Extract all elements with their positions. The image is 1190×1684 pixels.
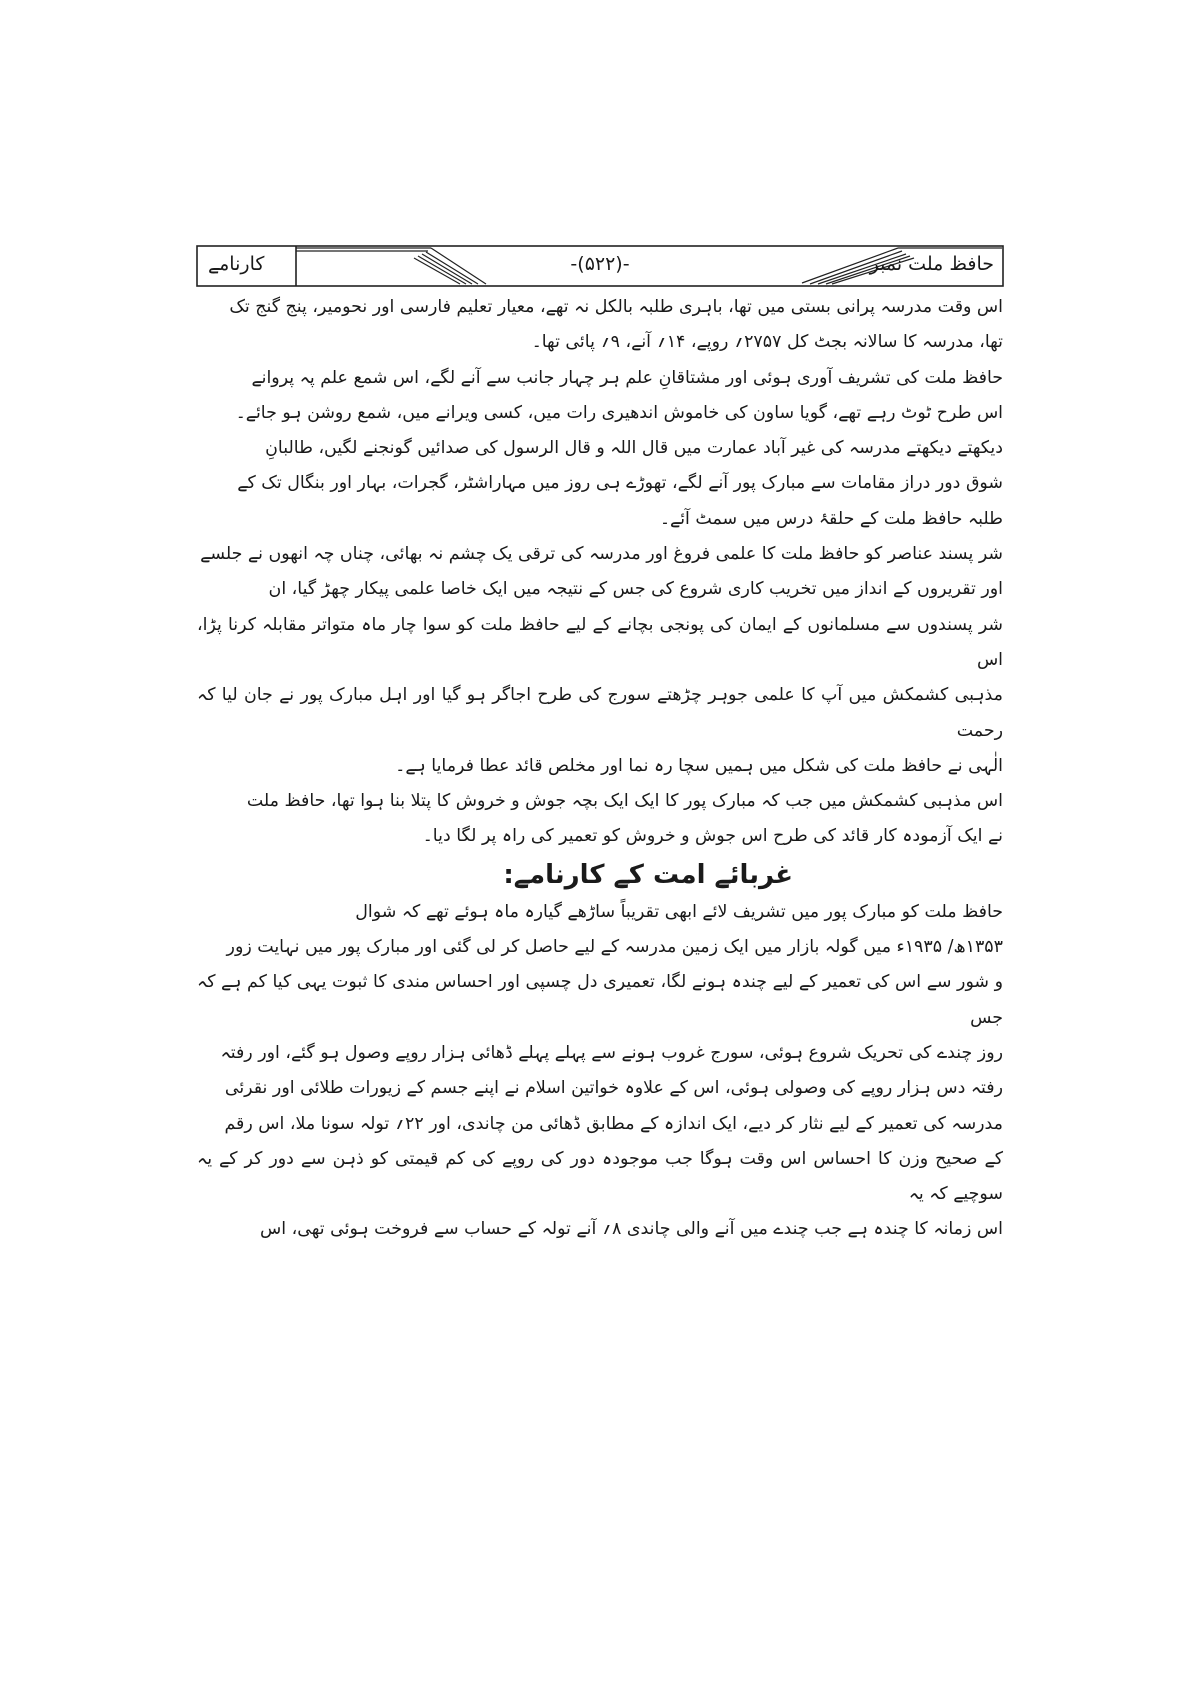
text-line: شر پسند عناصر کو حافظ ملت کا علمی فروغ اور مدرسہ کی ترقی یک چشم نہ بھائی، چناں چہ انھوں نے جلسے [200, 544, 1003, 565]
text-line: رفتہ دس ہزار روپے کی وصولی ہوئی، اس کے علاوہ خواتین اسلام نے اپنے جسم کے زیورات طلائی اور نقرئی [224, 1078, 1003, 1099]
header-journal-title: حافظ ملت نمبر [869, 253, 994, 275]
text-line: ۱۳۵۳ھ/ ۱۹۳۵ء میں گولہ بازار میں ایک زمین مدرسہ کے لیے حاصل کر لی گئی اور مبارک پور میں نہایت زور [226, 937, 1003, 958]
text-line: اس زمانہ کا چندہ ہے جب چندے میں آنے والی چاندی ۸؍ آنے تولہ کے حساب سے فروخت ہوئی تھی، اس [260, 1219, 1003, 1240]
text-line: حافظ ملت کو مبارک پور میں تشریف لائے ابھی تقریباً ساڑھے گیارہ ماہ ہوئے تھے کہ شوال [355, 901, 1003, 922]
text-line: اس وقت مدرسہ پرانی بستی میں تھا، باہری طلبہ بالکل نہ تھے، معیار تعلیم فارسی اور نحومیر، پنج گنج تک [229, 297, 1003, 317]
text-line: دیکھتے دیکھتے مدرسہ کی غیر آباد عمارت میں قال اللہ و قال الرسول کی صدائیں گونجنے لگیں، طالبانِ [265, 438, 1003, 459]
section-heading: غربائے امت کے کارنامے: [503, 859, 793, 890]
text-line: شوق دور دراز مقامات سے مبارک پور آنے لگے، تھوڑے ہی روز میں مہاراشٹر، گجرات، بہار اور بنگال تک کے [237, 473, 1003, 494]
text-line: تھا، مدرسہ کا سالانہ بجٹ کل ۲۷۵۷؍ روپے، ۱۴؍ آنے، ۹؍ پائی تھا۔ [531, 332, 1003, 353]
text-line: نے ایک آزمودہ کار قائد کی طرح اس جوش و خروش کو تعمیر کی راہ پر لگا دیا۔ [422, 826, 1003, 847]
page-body [197, 290, 1003, 1248]
text-line: اور تقریروں کے انداز میں تخریب کاری شروع کی جس کے نتیجہ میں ایک خاصا علمی پیکار چھڑ گیا، ان [268, 579, 1003, 600]
text-line: روز چندے کی تحریک شروع ہوئی، سورج غروب ہونے سے پہلے پہلے ڈھائی ہزار روپے وصول ہو گئے، اور رفتہ [220, 1042, 1003, 1063]
text-line: طلبہ حافظ ملت کے حلقۂ درس میں سمٹ آئے۔ [659, 508, 1003, 529]
page-header [196, 245, 1004, 287]
page-number: -(۵۲۲)- [570, 253, 630, 275]
text-line: اس طرح ٹوٹ رہے تھے، گویا ساون کی خاموش اندھیری رات میں، کسی ویرانے میں، شمع روشن ہو جائے۔ [235, 402, 1003, 423]
text-line: و شور سے اس کی تعمیر کے لیے چندہ ہونے لگا، تعمیری دل چسپی اور احساس مندی کا ثبوت یہی کیا کم ہے کہ جس [197, 972, 1003, 1028]
text-line: شر پسندوں سے مسلمانوں کے ایمان کی پونجی بچانے کے لیے حافظ ملت کو سوا چار ماہ متواتر مقابلہ کرنا پڑا، اس [197, 614, 1003, 670]
text-line: مذہبی کشمکش میں آپ کا علمی جوہر چڑھتے سورج کی طرح اجاگر ہو گیا اور اہل مبارک پور نے جان لیا کہ رحمت [197, 685, 1003, 741]
header-section-title: کارنامے [208, 253, 265, 275]
text-line: الٰہی نے حافظ ملت کی شکل میں ہمیں سچا رہ نما اور مخلص قائد عطا فرمایا ہے۔ [395, 755, 1003, 776]
text-line: اس مذہبی کشمکش میں جب کہ مبارک پور کا ایک ایک بچہ جوش و خروش کا پتلا بنا ہوا تھا، حافظ ملت [246, 791, 1003, 812]
text-line: حافظ ملت کی تشریف آوری ہوئی اور مشتاقانِ علم ہر چہار جانب سے آنے لگے، اس شمع علم پہ پروانے [251, 367, 1003, 388]
text-line: مدرسہ کی تعمیر کے لیے نثار کر دیے، ایک اندازہ کے مطابق ڈھائی من چاندی، اور ۲۲؍ تولہ سونا ملا، اس رقم [224, 1113, 1003, 1134]
text-line: کے صحیح وزن کا احساس اس وقت ہوگا جب موجودہ دور کی روپے کی کم قیمتی کو ذہن سے دور کر کے یہ سوچیے کہ یہ [197, 1148, 1003, 1205]
